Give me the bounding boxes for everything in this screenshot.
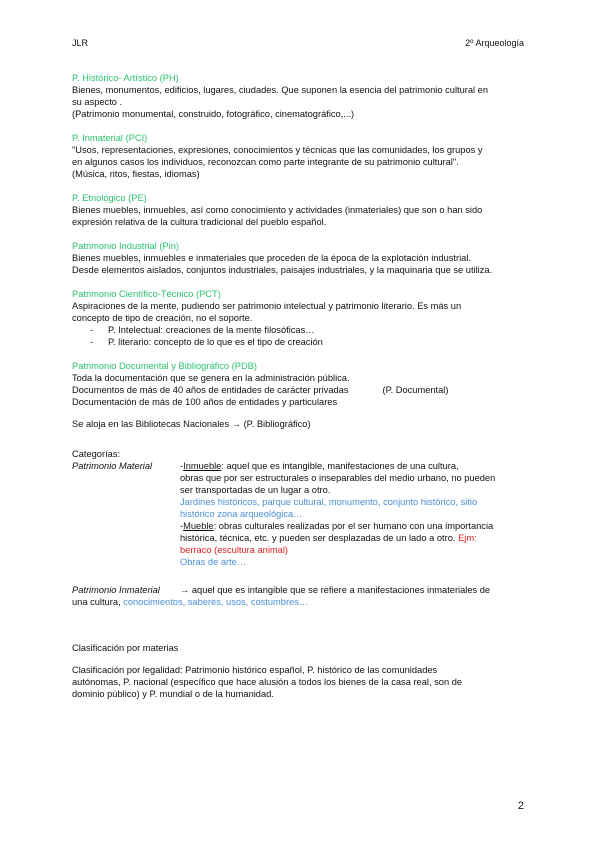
text-line: Clasificación por materias <box>72 643 179 653</box>
text-line: Bienes muebles, inmuebles e inmateriales que proceden de la época de la explotación industrial. <box>72 253 471 263</box>
page-number: 2 <box>517 800 524 812</box>
text-line: Documentos de más de 40 años de entidades de carácter privadas (P. Documental) <box>72 385 449 395</box>
section-pdb <box>72 360 532 430</box>
header-left: JLR <box>72 38 89 48</box>
text-line: "Usos, representaciones, expresiones, conocimientos y técnicas que las comunidades, los grupos y <box>72 145 483 155</box>
section-title: Categorías: <box>72 449 121 459</box>
row-label: Patrimonio Material <box>72 461 153 471</box>
text-line: Toda la documentación que se genera en la administración pública. <box>72 373 350 383</box>
text-line: Bienes muebles, inmuebles, así como conocimiento y actividades (inmateriales) que son o han sido <box>72 205 483 215</box>
section-categorias <box>72 448 532 608</box>
text-line: Bienes, monumentos, edificios, lugares, ciudades. Que suponen la esencia del patrimonio cultural en <box>72 85 489 95</box>
note: (P. Documental) <box>382 385 449 395</box>
text-line: expresión relativa de la cultura tradicional del pueblo español. <box>72 217 327 227</box>
text-line: dominio público) y P. mundial o de la humanidad. <box>72 689 274 699</box>
header-right: 2º Arqueología <box>465 38 524 48</box>
text-line: Documentación de más de 100 años de entidades y particulares <box>72 397 338 407</box>
section-clasificacion <box>72 642 532 700</box>
section-title: Patrimonio Industrial (Pin) <box>72 241 179 251</box>
section-title: P. Histórico- Artístico (PH) <box>72 73 179 83</box>
material-row <box>72 460 532 568</box>
text-line: Se aloja en las Bibliotecas Nacionales → (P. Bibliográfico) <box>72 419 311 429</box>
text-line: Desde elementos aislados, conjuntos industriales, paisajes industriales, y la maquinaria que se utiliza. <box>72 265 493 275</box>
text-line: concepto de tipo de creación, no el soporte. <box>72 313 253 323</box>
section-ph <box>72 72 532 120</box>
text-line: en algunos casos los individuos, reconozcan como parte integrante de su patrimonio cultural". <box>72 157 459 167</box>
section-pct <box>72 288 532 348</box>
section-pin <box>72 240 532 276</box>
text-line: Aspiraciones de la mente, pudiendo ser patrimonio intelectual y patrimonio literario. Es más un <box>72 301 462 311</box>
text-line: autónomas, P. nacional (específico que hace alusión a todos los bienes de la casa real, son de <box>72 677 463 687</box>
section-title: P. Etnológico (PE) <box>72 193 147 203</box>
text-line: Clasificación por legalidad: Patrimonio histórico español, P. histórico de las comunidades <box>72 665 438 675</box>
section-pe <box>72 192 532 228</box>
list-item: - P. literario: concepto de lo que es el tipo de creación <box>72 336 532 348</box>
text-line: su aspecto . <box>72 97 123 107</box>
text-line: (Música, ritos, fiestas, idiomas) <box>72 169 200 179</box>
text-line: (Patrimonio monumental, construido, fotográfico, cinematográfico,...) <box>72 109 355 119</box>
document-body <box>72 72 532 712</box>
text-line: una cultura, conocimientos, saberes, usos, costumbres… <box>72 597 309 607</box>
section-title: P. Inmaterial (PCI) <box>72 133 148 143</box>
row-content: -Inmueble: aquel que es intangible, manifestaciones de una cultura, obras que por ser estructurales o inseparables del medio urbano, no pueden ser transportadas de un lugar a otro. Jardines históricos, parque cultural, monumento, conjunto histórico, sitio histórico zona arqueológica… -Mueble: obras culturales realizadas por el ser humano con una importancia histórica, técnica, etc. y pueden ser desplazadas de un lado a otro. Ejm: berraco (escultura animal) Obras de arte… <box>180 461 496 567</box>
section-title: Patrimonio Científico-Técnico (PCT) <box>72 289 221 299</box>
section-pci <box>72 132 532 180</box>
list-item: - P. Intelectual: creaciones de la mente filosóficas… <box>72 324 532 336</box>
inmaterial-row: Patrimonio Inmaterial → aquel que es intangible que se refiere a manifestaciones inmateriales de <box>72 585 491 595</box>
section-title: Patrimonio Documental y Bibliográfico (PDB) <box>72 361 257 371</box>
